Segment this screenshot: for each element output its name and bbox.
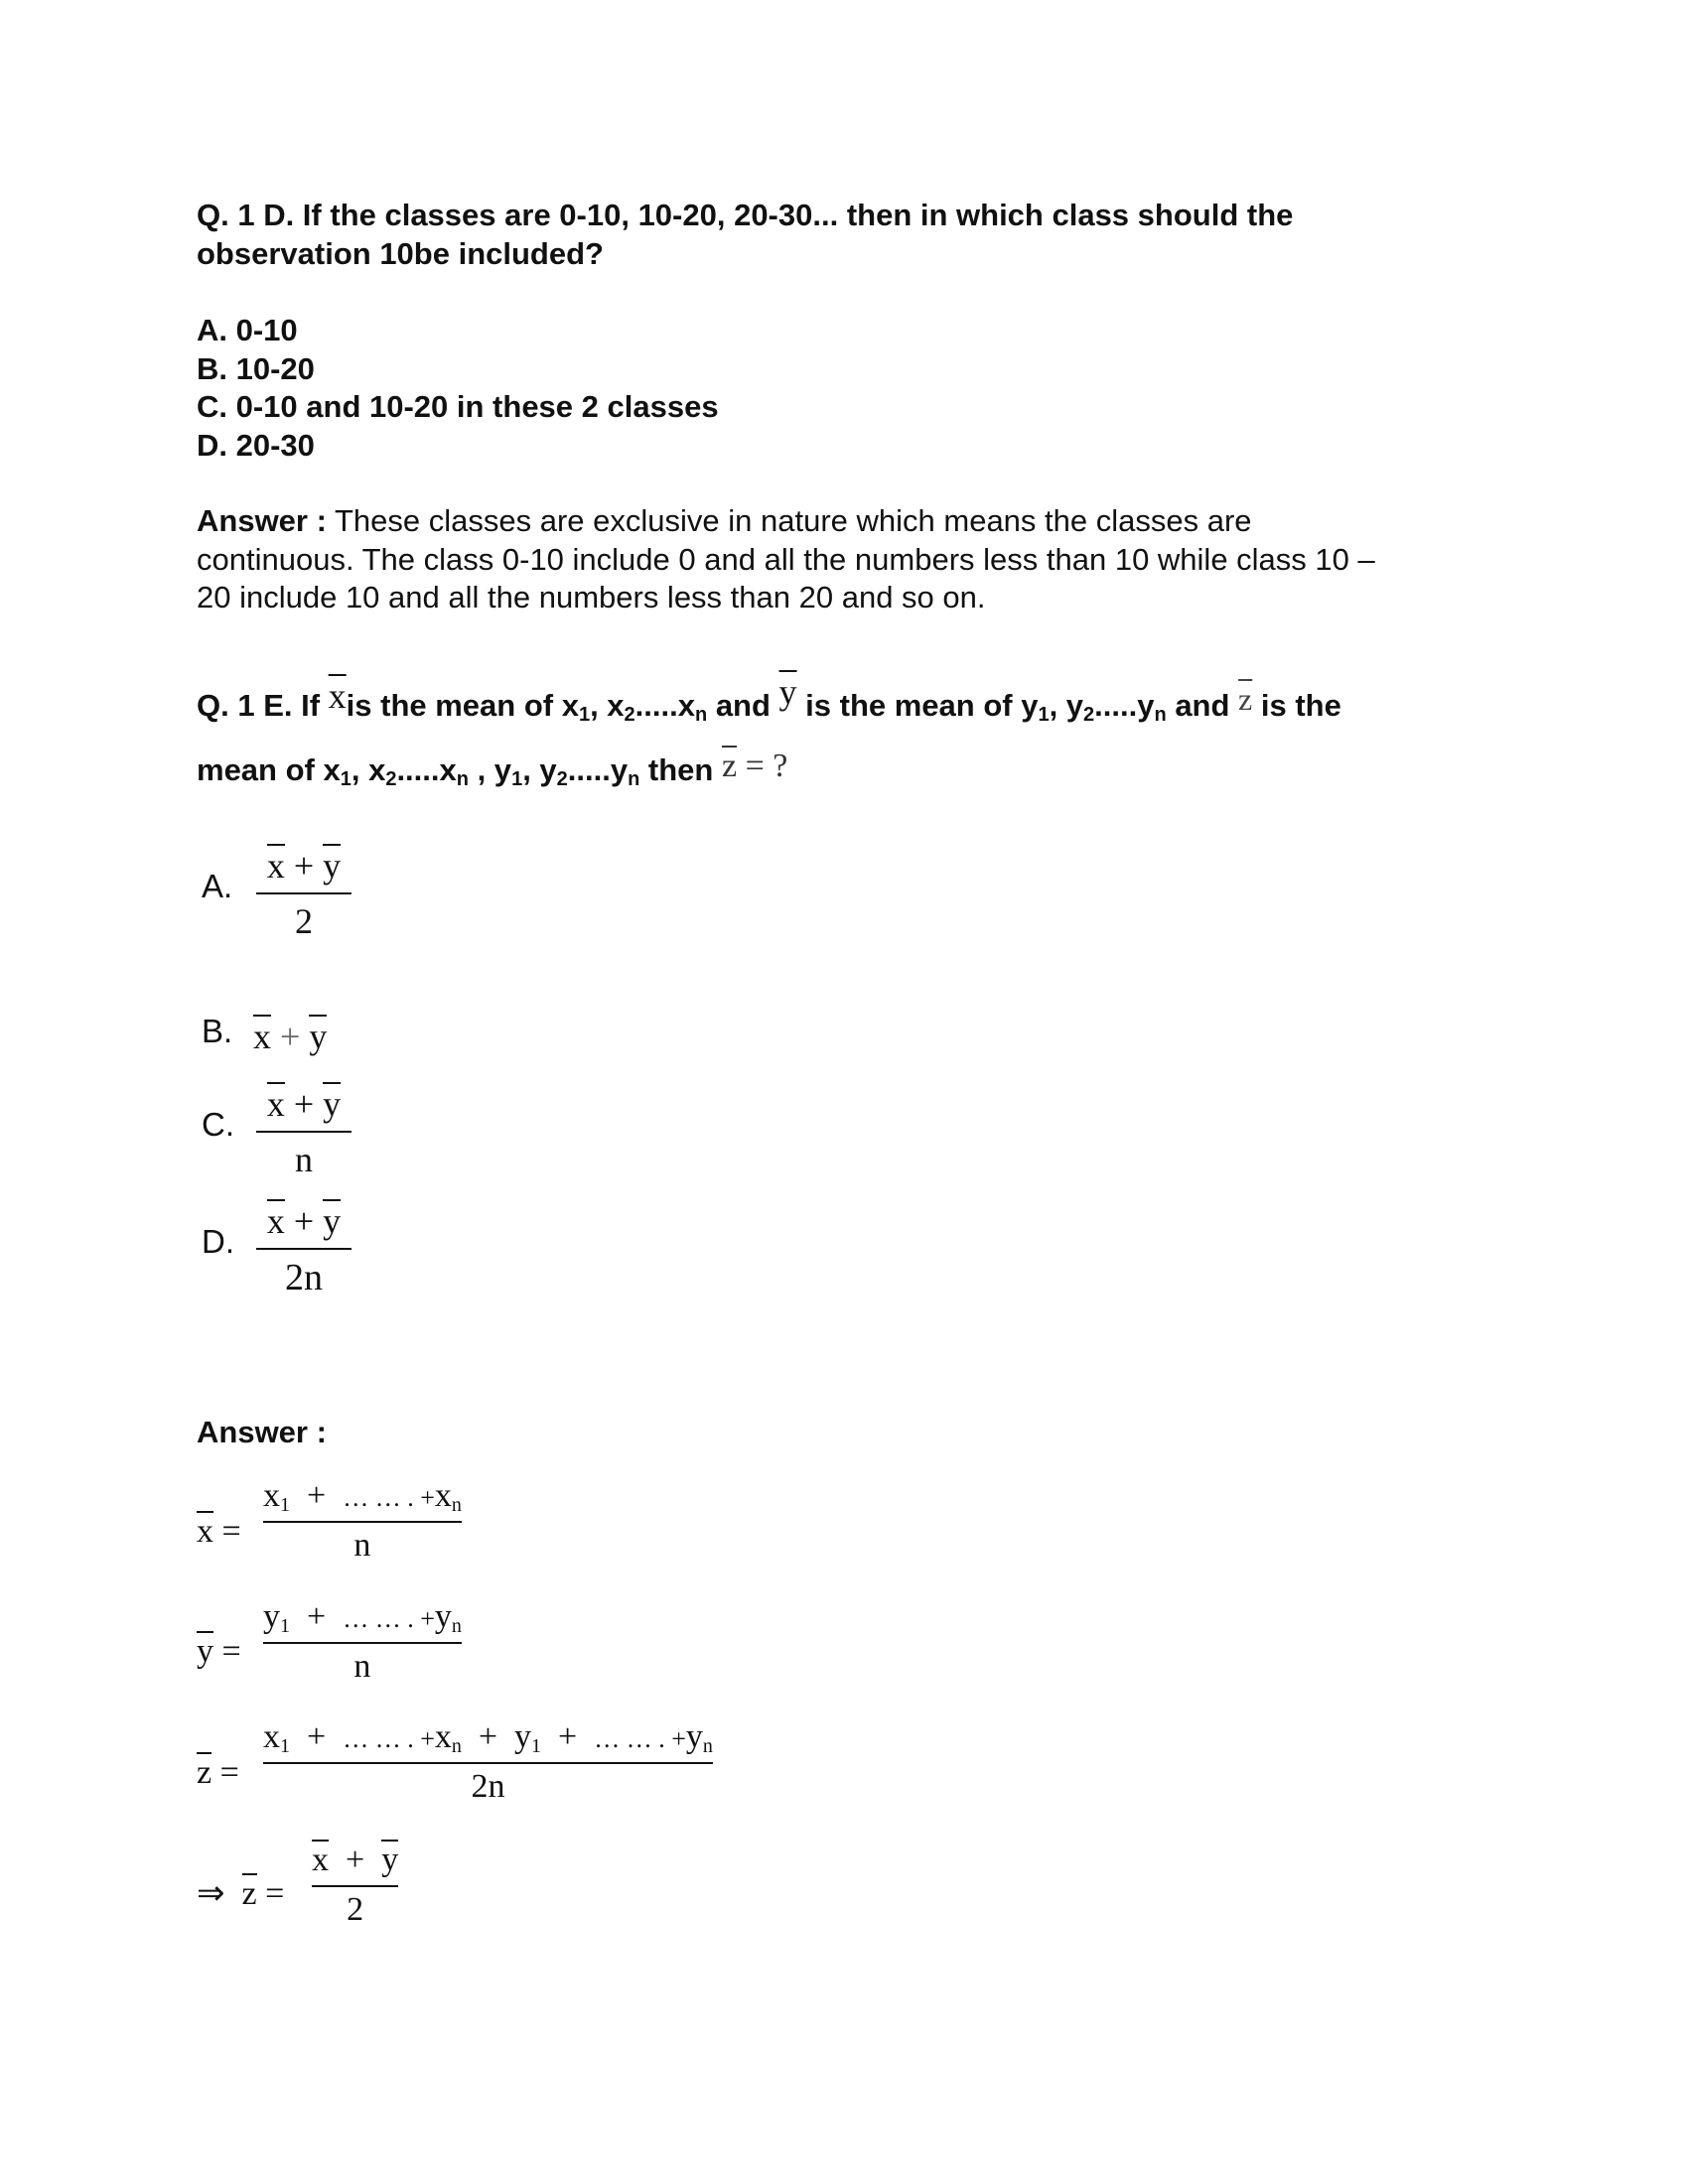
- y-bar: y: [323, 1201, 342, 1241]
- sub-1: 1: [280, 1615, 290, 1637]
- q1e-comma-2: , y: [522, 752, 557, 787]
- q1e-prefix: Q. 1 E. If: [197, 688, 329, 723]
- denominator: 2n: [285, 1257, 323, 1298]
- plus: +: [280, 1017, 301, 1056]
- fraction-bar: [256, 1131, 352, 1133]
- solution-y-bar-lhs: [197, 1631, 241, 1671]
- fraction-bar: [263, 1642, 462, 1644]
- sub-2: 2: [556, 768, 568, 790]
- equals: =: [265, 1875, 285, 1912]
- plus: +: [307, 1598, 327, 1635]
- equals: =: [221, 1633, 241, 1670]
- q1e-text-2: is the mean of y: [796, 688, 1039, 723]
- x: x: [263, 1477, 280, 1514]
- y-bar: y: [309, 1017, 328, 1056]
- q1e-question-line2: [197, 748, 788, 790]
- fraction-bar: [312, 1885, 398, 1887]
- y: y: [514, 1718, 532, 1755]
- z-bar-symbol: $\overline{z}$: [721, 748, 738, 784]
- solution-final-lhs: [197, 1873, 284, 1913]
- q1d-question: [197, 196, 1293, 273]
- solution-x-bar-fraction: [263, 1477, 462, 1565]
- x-bar: x: [197, 1513, 213, 1550]
- q1e-option-d-fraction: [256, 1199, 352, 1299]
- q1e-comma-1: , x: [590, 688, 625, 723]
- solution-final-fraction: [312, 1840, 398, 1929]
- q1e-answer-label: Answer :: [197, 1415, 327, 1449]
- sub-1: 1: [280, 1494, 290, 1516]
- y-bar: y: [197, 1633, 213, 1670]
- q1d-answer-label: Answer :: [197, 503, 327, 538]
- q1e-dots-2: .....y: [567, 752, 629, 787]
- sub-1: 1: [280, 1735, 290, 1757]
- plus: +: [293, 1201, 315, 1241]
- sub-n: n: [456, 768, 469, 790]
- q1d-answer-text-2: continuous. The class 0-10 include 0 and all the numbers less than 10 while class 10 –: [197, 541, 1375, 577]
- x: x: [263, 1718, 280, 1755]
- sub-2: 2: [1083, 704, 1095, 726]
- sub-n: n: [451, 1615, 462, 1637]
- q1d-option-a: A. 0-10: [197, 313, 298, 347]
- sub-n: n: [451, 1735, 462, 1757]
- q1d-question-line1: Q. 1 D. If the classes are 0-10, 10-20, 20-30... then in which class should the: [197, 198, 1294, 232]
- denominator: n: [295, 1140, 313, 1179]
- plus: +: [558, 1718, 578, 1755]
- q1e-text-3: is the: [1252, 688, 1341, 723]
- x: x: [434, 1718, 452, 1755]
- plus: +: [307, 1718, 327, 1755]
- fraction-bar: [256, 1248, 352, 1250]
- z-bar: z: [197, 1754, 212, 1791]
- y-bar: y: [381, 1842, 399, 1878]
- sub-1: 1: [340, 768, 352, 790]
- solution-z-bar-lhs: [197, 1752, 239, 1792]
- q1d-option-b: B. 10-20: [197, 350, 315, 386]
- q1e-option-b-expression: [253, 1015, 327, 1057]
- x-bar: x: [266, 846, 285, 886]
- solution-y-bar-fraction: [263, 1598, 462, 1686]
- q1e-option-d-label: D.: [202, 1223, 234, 1260]
- y-bar: y: [323, 846, 342, 886]
- q1d-answer-text-3: 20 include 10 and all the numbers less than 20 and so on.: [197, 580, 986, 614]
- sub-n: n: [1154, 704, 1167, 726]
- plus: +: [307, 1477, 327, 1514]
- q1d-answer-text-1: These classes are exclusive in nature which means the classes are: [326, 503, 1252, 538]
- q1e-comma: , x: [351, 752, 386, 787]
- q1e-dots-2: .....y: [1094, 688, 1155, 723]
- z-bar-symbol: $\overline{z}$: [1238, 681, 1253, 717]
- q1e-question-line1: [197, 672, 1341, 726]
- fraction-bar: [263, 1521, 462, 1523]
- dots: … … . +: [343, 1483, 435, 1512]
- x: x: [434, 1477, 452, 1514]
- q1d-option-d: D. 20-30: [197, 427, 315, 463]
- x-bar: x: [312, 1842, 329, 1878]
- x-bar: x: [253, 1017, 271, 1056]
- q1e-option-b-label: B.: [202, 1013, 233, 1049]
- sub-n: n: [628, 768, 640, 790]
- sub-1: 1: [578, 704, 591, 726]
- solution-z-bar-fraction: [263, 1718, 713, 1806]
- x-bar: x: [266, 1201, 285, 1241]
- q1e-comma-y: , y: [468, 752, 512, 787]
- q1e-dots-1: .....x: [634, 688, 695, 723]
- q1e-line2-text: mean of x: [197, 752, 341, 787]
- fraction-bar: [256, 892, 352, 894]
- q1d-options: [197, 312, 719, 465]
- q1d-option-c: C. 0-10 and 10-20 in these 2 classes: [197, 389, 719, 424]
- y-bar: y: [323, 1084, 342, 1124]
- sub-2: 2: [385, 768, 397, 790]
- q1e-comma-2: , y: [1049, 688, 1084, 723]
- y: y: [434, 1598, 452, 1635]
- x-bar-symbol: $\overline{x}$: [328, 676, 347, 716]
- sub-n: n: [694, 704, 708, 726]
- sub-n: n: [451, 1494, 462, 1516]
- equals-question: = ?: [745, 748, 788, 784]
- denominator: n: [353, 1648, 371, 1685]
- plus: +: [478, 1718, 498, 1755]
- dots: … … . +: [594, 1724, 686, 1753]
- implies-arrow: ⇒: [197, 1875, 225, 1912]
- sub-1: 1: [531, 1735, 542, 1757]
- y: y: [263, 1598, 280, 1635]
- z-bar: z: [241, 1875, 257, 1912]
- sub-n: n: [702, 1735, 713, 1757]
- q1e-option-a-fraction: [256, 844, 352, 942]
- q1d-answer: [197, 502, 1487, 617]
- fraction-bar: [263, 1762, 713, 1764]
- q1e-dots: .....x: [396, 752, 457, 787]
- q1e-option-a-label: A.: [202, 868, 233, 904]
- plus: +: [293, 846, 315, 886]
- plus: +: [346, 1842, 365, 1878]
- denominator: 2: [295, 901, 313, 941]
- equals: =: [219, 1754, 239, 1791]
- dots: … … . +: [343, 1724, 435, 1753]
- denominator: n: [353, 1527, 371, 1564]
- denominator: 2n: [471, 1768, 505, 1805]
- y: y: [685, 1718, 703, 1755]
- q1e-then: then: [639, 752, 722, 787]
- q1e-option-c-label: C.: [202, 1106, 234, 1143]
- sub-2: 2: [624, 704, 635, 726]
- q1e-text-1: is the mean of x: [346, 688, 579, 723]
- q1e-and-1: and: [707, 688, 779, 723]
- dots: … … . +: [343, 1604, 435, 1633]
- q1e-option-c-fraction: [256, 1082, 352, 1180]
- q1e-and-2: and: [1166, 688, 1239, 723]
- q1d-question-line2: observation 10be included?: [197, 236, 604, 271]
- denominator: 2: [347, 1891, 364, 1928]
- x-bar: x: [266, 1084, 285, 1124]
- sub-1: 1: [511, 768, 523, 790]
- plus: +: [293, 1084, 315, 1124]
- y-bar-symbol: $\overline{y}$: [778, 672, 797, 712]
- equals: =: [221, 1513, 241, 1550]
- solution-x-bar-lhs: [197, 1511, 241, 1551]
- sub-1: 1: [1038, 704, 1050, 726]
